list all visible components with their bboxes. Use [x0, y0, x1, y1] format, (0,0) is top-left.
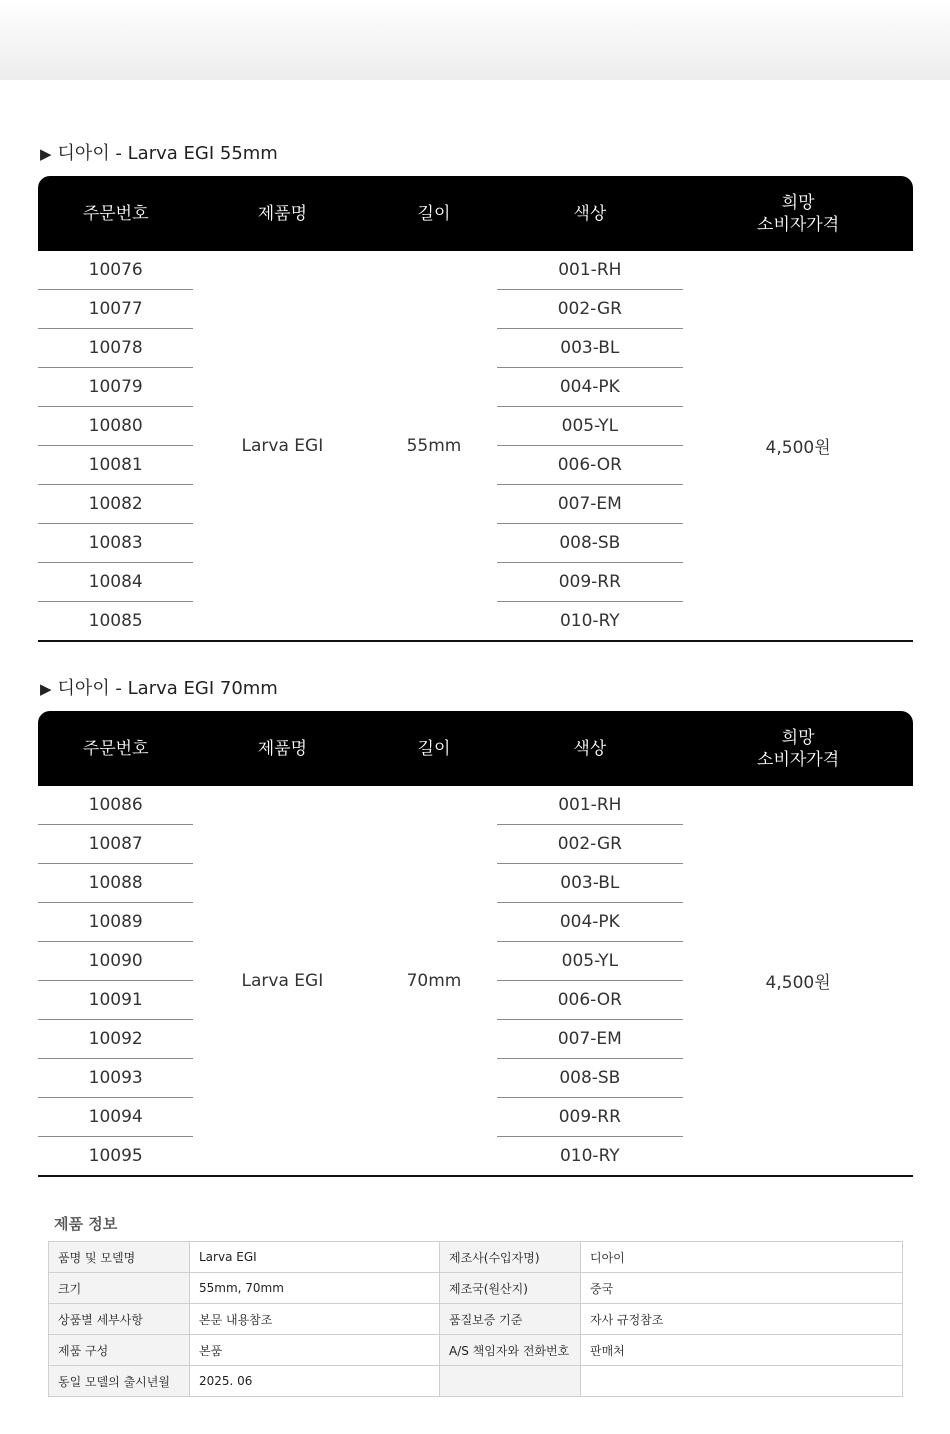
top-banner [0, 0, 950, 80]
info-label [440, 1366, 581, 1397]
color-cell: 009-RR [497, 563, 684, 602]
color-cell: 006-OR [497, 981, 684, 1020]
color-cell: 006-OR [497, 446, 684, 485]
color-cell: 002-GR [497, 290, 684, 329]
color-cell: 003-BL [497, 864, 684, 903]
info-label: 제조국(원산지) [440, 1273, 581, 1304]
color-cell: 010-RY [559, 1146, 620, 1166]
info-row [49, 1335, 903, 1366]
info-label: 동일 모델의 출시년월 [49, 1366, 190, 1397]
info-row [49, 1273, 903, 1304]
color-cell: 002-GR [497, 825, 684, 864]
info-value: 본문 내용참조 [190, 1304, 440, 1335]
color-cell: 007-EM [497, 1020, 684, 1059]
order-number-cell: 10081 [38, 446, 193, 485]
info-row [49, 1304, 903, 1335]
info-label: 제조사(수입자명) [440, 1242, 581, 1273]
spec-table-55mm [38, 176, 913, 642]
order-number-cell: 10091 [38, 981, 193, 1020]
order-number-cell: 10089 [38, 903, 193, 942]
order-number-cell: 10077 [38, 290, 193, 329]
info-value: 판매처 [581, 1335, 903, 1366]
header-length: 길이 [371, 176, 496, 251]
order-number-cell: 10090 [38, 942, 193, 981]
table-row [38, 786, 913, 825]
header-color: 색상 [497, 711, 684, 786]
order-number-cell: 10095 [88, 1146, 143, 1166]
color-cell: 008-SB [497, 524, 684, 563]
info-label: 크기 [49, 1273, 190, 1304]
info-label: 품질보증 기준 [440, 1304, 581, 1335]
color-cell: 003-BL [497, 329, 684, 368]
info-label: A/S 책임자와 전화번호 [440, 1335, 581, 1366]
triangle-right-icon: ▶ [40, 145, 52, 163]
color-cell: 005-YL [497, 407, 684, 446]
product-name-cell: Larva EGI [241, 970, 324, 991]
length-cell: 70mm [406, 970, 462, 991]
order-number-cell: 10084 [38, 563, 193, 602]
price-cell: 4,500원 [765, 438, 831, 458]
length-cell: 55mm [406, 435, 462, 456]
color-cell: 004-PK [497, 368, 684, 407]
order-number-cell: 10093 [38, 1059, 193, 1098]
info-label: 상품별 세부사항 [49, 1304, 190, 1335]
header-order-number: 주문번호 [38, 176, 193, 251]
color-cell: 001-RH [497, 786, 684, 825]
order-number-cell: 10076 [38, 251, 193, 290]
info-value: 디아이 [581, 1242, 903, 1273]
header-product-name: 제품명 [193, 711, 371, 786]
info-row [49, 1242, 903, 1273]
info-value: 2025. 06 [190, 1366, 440, 1397]
table-row [38, 251, 913, 290]
header-length: 길이 [371, 711, 496, 786]
info-value [581, 1366, 903, 1397]
order-number-cell: 10080 [38, 407, 193, 446]
info-value: 자사 규정참조 [581, 1304, 903, 1335]
info-value: 본품 [190, 1335, 440, 1366]
spec-table-70mm [38, 711, 913, 1177]
order-number-cell: 10083 [38, 524, 193, 563]
color-cell: 010-RY [559, 611, 620, 631]
order-number-cell: 10092 [38, 1020, 193, 1059]
info-label: 제품 구성 [49, 1335, 190, 1366]
info-value: Larva EGI [190, 1242, 440, 1273]
header-row [38, 711, 913, 786]
product-name-cell: Larva EGI [241, 435, 324, 456]
order-number-cell: 10085 [88, 611, 143, 631]
color-cell: 009-RR [497, 1098, 684, 1137]
header-color: 색상 [497, 176, 684, 251]
header-price: 희망 소비자가격 [683, 711, 913, 786]
price-cell: 4,500원 [765, 973, 831, 993]
header-row [38, 176, 913, 251]
info-value: 55mm, 70mm [190, 1273, 440, 1304]
header-price: 희망 소비자가격 [683, 176, 913, 251]
order-number-cell: 10087 [38, 825, 193, 864]
order-number-cell: 10088 [38, 864, 193, 903]
section-title-55mm: ▶ 디아이 - Larva EGI 55mm [40, 143, 278, 164]
product-info-table [48, 1241, 903, 1397]
color-cell: 001-RH [497, 251, 684, 290]
info-label: 품명 및 모델명 [49, 1242, 190, 1273]
order-number-cell: 10086 [38, 786, 193, 825]
section-title-70mm: ▶ 디아이 - Larva EGI 70mm [40, 678, 278, 699]
product-info-title: 제품 정보 [54, 1215, 118, 1233]
color-cell: 004-PK [497, 903, 684, 942]
order-number-cell: 10078 [38, 329, 193, 368]
color-cell: 005-YL [497, 942, 684, 981]
order-number-cell: 10079 [38, 368, 193, 407]
triangle-right-icon: ▶ [40, 680, 52, 698]
info-row [49, 1366, 903, 1397]
order-number-cell: 10094 [38, 1098, 193, 1137]
info-value: 중국 [581, 1273, 903, 1304]
header-order-number: 주문번호 [38, 711, 193, 786]
color-cell: 008-SB [497, 1059, 684, 1098]
header-product-name: 제품명 [193, 176, 371, 251]
order-number-cell: 10082 [38, 485, 193, 524]
color-cell: 007-EM [497, 485, 684, 524]
